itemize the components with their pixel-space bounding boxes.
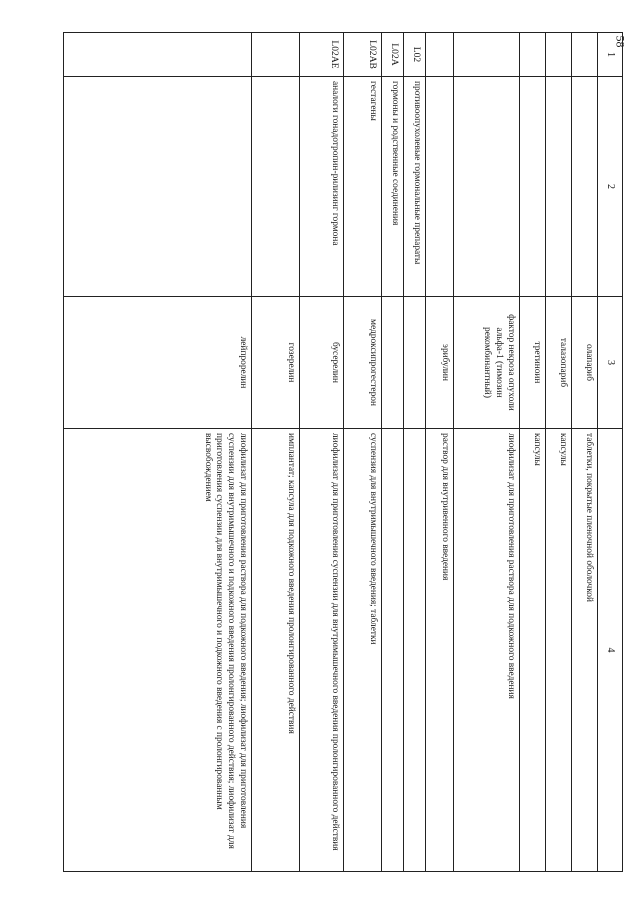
page-frame <box>63 32 623 872</box>
table-row <box>520 33 546 872</box>
table-row <box>300 33 344 872</box>
header-col-3: 3 <box>598 297 623 429</box>
forms-cell: лиофилизат для приготовления суспензии для внутримышечного введения пролонгированного действия <box>300 429 344 872</box>
table-row <box>426 33 454 872</box>
forms-cell: капсулы <box>546 429 572 872</box>
table-row <box>344 33 382 872</box>
drug-cell <box>382 297 404 429</box>
code-cell <box>454 33 520 77</box>
group-cell <box>252 77 300 297</box>
code-cell: L02AE <box>300 33 344 77</box>
code-cell: L02 <box>404 33 426 77</box>
header-col-4: 4 <box>598 429 623 872</box>
table-row <box>252 33 300 872</box>
group-cell: гестагены <box>344 77 382 297</box>
code-cell <box>426 33 454 77</box>
drug-cell: гозерелин <box>252 297 300 429</box>
table-row <box>572 33 598 872</box>
group-cell: противоопухолевые гормональные препараты <box>404 77 426 297</box>
header-col-2: 2 <box>598 77 623 297</box>
drug-cell: лейпрорелин <box>64 297 252 429</box>
group-cell <box>546 77 572 297</box>
forms-cell: капсулы <box>520 429 546 872</box>
drug-cell: бусерелин <box>300 297 344 429</box>
code-cell <box>520 33 546 77</box>
forms-cell: суспензия для внутримышечного введения; таблетки <box>344 429 382 872</box>
drug-cell: медроксипрогестерон <box>344 297 382 429</box>
group-cell <box>454 77 520 297</box>
group-cell: аналоги гонадотропин-рилизинг гормона <box>300 77 344 297</box>
forms-cell: лиофилизат для приготовления раствора для подкожного введения <box>454 429 520 872</box>
rotated-sheet <box>63 32 623 872</box>
forms-cell: имплантат; капсула для подкожного введения пролонгированного действия <box>252 429 300 872</box>
drug-cell: талазопариб <box>546 297 572 429</box>
code-cell: L02AB <box>344 33 382 77</box>
group-cell <box>426 77 454 297</box>
code-cell <box>546 33 572 77</box>
drug-table <box>63 32 623 872</box>
group-cell <box>520 77 546 297</box>
code-cell: L02A <box>382 33 404 77</box>
forms-cell: лиофилизат для приготовления раствора для подкожного введения; лиофилизат для приготовления суспензии для внутримышечного и подкожного введения пролонгированного действия; лиофилизат для приготовления суспензии для внутримышечного и подкожного введения с пролонгированным высвобождением <box>64 429 252 872</box>
table-row <box>382 33 404 872</box>
code-cell <box>572 33 598 77</box>
drug-cell <box>404 297 426 429</box>
group-cell <box>572 77 598 297</box>
drug-cell: третиноин <box>520 297 546 429</box>
table-row <box>454 33 520 872</box>
table-row <box>546 33 572 872</box>
forms-cell <box>404 429 426 872</box>
forms-cell: раствор для внутривенного введения <box>426 429 454 872</box>
header-col-1: 1 <box>598 33 623 77</box>
drug-cell: олапариб <box>572 297 598 429</box>
drug-cell: фактор некроза опухоли альфа-1 (тимозин рекомбинантный) <box>454 297 520 429</box>
drug-cell: эрибулин <box>426 297 454 429</box>
group-cell <box>64 77 252 297</box>
table-header-row <box>598 33 623 872</box>
table-row <box>404 33 426 872</box>
code-cell <box>64 33 252 77</box>
page-number: 58 <box>613 35 628 48</box>
forms-cell: таблетки, покрытые пленочной оболочкой <box>572 429 598 872</box>
code-cell <box>252 33 300 77</box>
group-cell: гормоны и родственные соединения <box>382 77 404 297</box>
table-row <box>64 33 252 872</box>
forms-cell <box>382 429 404 872</box>
